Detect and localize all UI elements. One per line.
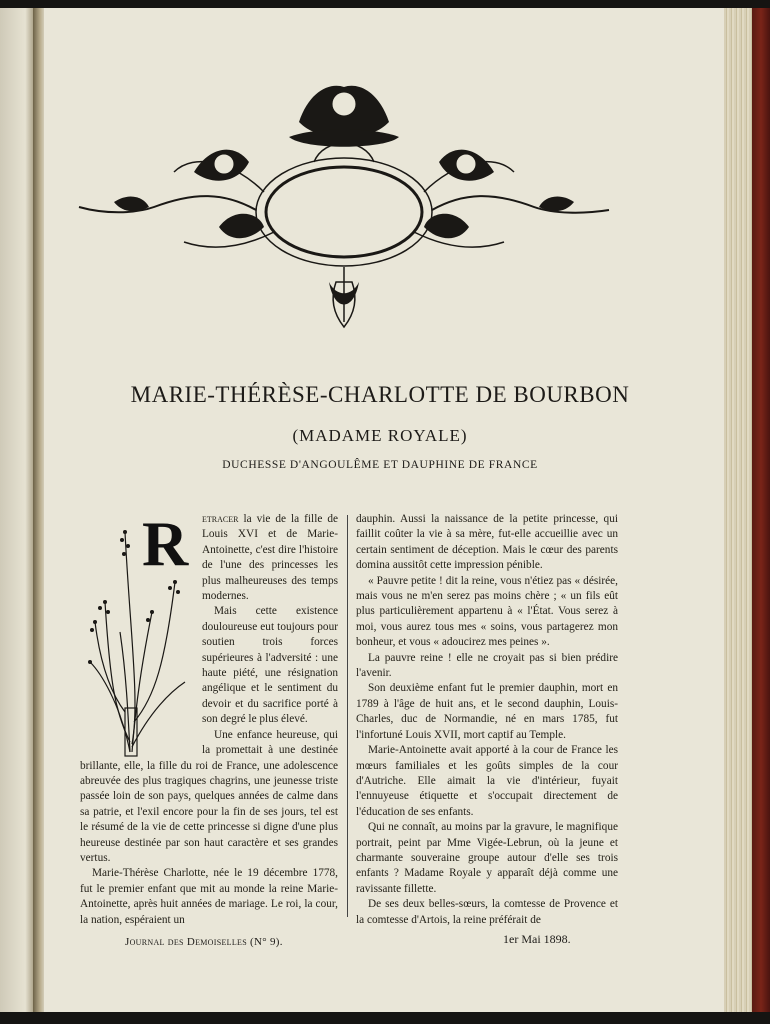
right-text-column (356, 512, 618, 928)
left-text-column (80, 508, 338, 928)
left-page-edge (0, 8, 36, 1012)
lead-word: etracer (202, 513, 239, 525)
paragraph: Marie-Antoinette avait apporté à la cour de France les mœurs familiales et les goûts simples de la cour d'Autriche. Elle aimait la vie d'intérieur, fuyait l'ennuyeuse étiquette et s'occupait directement de l'éducation de ses enfants. (356, 744, 618, 818)
paragraph: Son deuxième enfant fut le premier dauphin, mort en 1789 à l'âge de huit ans, et le second dauphin, Louis-Charles, duc de Normandie, né en mars 1785, fut l'infortuné Louis XVII, mort captif au Temple. (356, 682, 618, 741)
drop-cap-letter: R (142, 508, 189, 579)
paragraph: Marie-Thérèse Charlotte, née le 19 décembre 1778, fut le premier enfant que mit au monde la reine Marie-Antoinette, après huit années de mariage. Le roi, la cour, la nation, espéraient un (80, 867, 338, 926)
column-divider (347, 515, 348, 917)
paragraph: La pauvre reine ! elle ne croyait pas si bien prédire l'avenir. (356, 651, 618, 680)
book-cover (752, 8, 770, 1012)
paragraph: dauphin. Aussi la naissance de la petite princesse, qui faillit coûter la vie à sa mère, fut-elle accueillie avec un certain sentiment de déception. Mais le cœur des parents domina aussitôt cette impression pénible. (356, 513, 618, 572)
article-subtitle: (MADAME ROYALE) (292, 426, 468, 445)
date-footer: 1er Mai 1898. (503, 932, 571, 946)
paragraph: la vie de la fille de Louis XVI et de Marie-Antoinette, c'est dire l'histoire de l'une des princesses les plus malheureuses des temps modernes. (202, 513, 338, 603)
paragraph: Mais cette existence douloureuse eut toujours pour soutien trois forces supérieures à l'adversité : une haute piété, une résignation angélique et le sentiment du devoir et du sacrifice porté à son degré le plus élevé. (202, 605, 338, 726)
paragraph: Qui ne connaît, au moins par la gravure, le magnifique portrait, peint par Mme Vigée-Lebrun, où la jeune et charmante souveraine groupe autour d'elle ses trois enfants ? Madame Royale y apparaît déjà comme une ravissante fillette. (356, 821, 618, 895)
page-stack-edge (724, 8, 754, 1012)
paragraph: « Pauvre petite ! dit la reine, vous n'étiez pas « désirée, mais vous ne m'en serez pas moins chère ; « un fils eût plus particulièrement appartenu à « l'État. Vous serez à moi, vous aurez tous mes « soins, vous partagerez mon bonheur, et vous « adoucirez mes peines ». (356, 574, 618, 649)
paragraph: Une enfance heureuse, qui la promettait à une destinée brillante, elle, la fille du roi de France, une adolescence abreuvée des plus tragiques chagrins, une jeunesse triste passée loin de son pays, quelques années de calme dans sa patrie, et l'exil encore pour la fin de ses jours, tel est le résumé de la vie de cette princesse si digne d'une plus heureuse destinée par son haut caractère et ses grandes vertus. (80, 728, 338, 864)
journal-footer: Journal des Demoiselles (N° 9). (125, 936, 283, 948)
article-title: MARIE-THÉRÈSE-CHARLOTTE DE BOURBON (130, 382, 630, 407)
floral-illustration (80, 508, 198, 758)
paragraph: De ses deux belles-sœurs, la comtesse de Provence et la comtesse d'Artois, la reine préférait de (356, 898, 618, 926)
article-subtitle-secondary: DUCHESSE D'ANGOULÊME ET DAUPHINE DE FRANCE (222, 459, 538, 471)
floral-cartouche-ornament (74, 42, 614, 342)
